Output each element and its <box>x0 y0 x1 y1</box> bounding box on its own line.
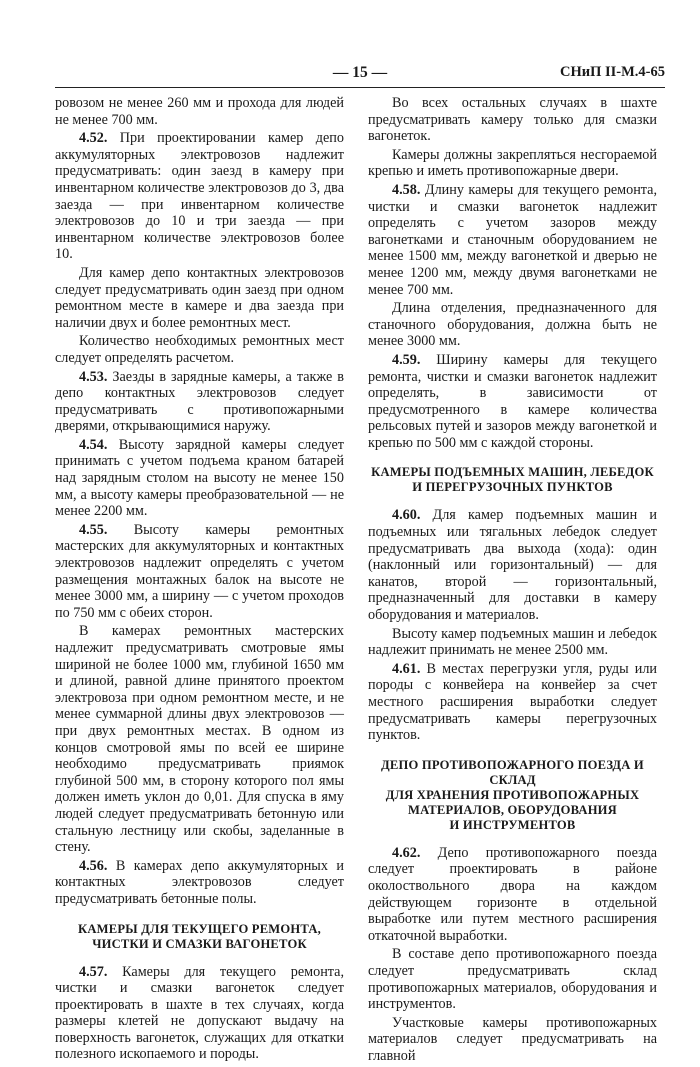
clause-text: Длину камеры для текущего ремонта, чистки и смазки вагонеток надлежит определять с учетом зазоров между вагонетками и станочным оборудованием не менее 1500 мм, между вагонеткой и дверью не менее 1200 мм, между двумя вагонетками не менее 700 мм. <box>368 181 658 298</box>
paragraph-4-60 <box>368 507 657 623</box>
clause-number: 4.53. <box>79 368 108 385</box>
paragraph: Участковые камеры противопожарных материалов следует предусматривать на главной <box>368 1014 657 1064</box>
page-number: — 15 — <box>332 64 388 81</box>
section-heading <box>368 758 657 833</box>
clause-text: Для камер подъемных машин и подъемных или тягальных лебедок следует предусматривать два выхода (хода): один (наклонный или горизонтальный) — для канатов, второй — горизонтальный, предназначенный для доставки в камеру оборудования и материалов. <box>368 507 657 624</box>
paragraph: В камерах ремонтных мастерских надлежит предусматривать смотровые ямы шириной не более 1000 мм, глубиной 1650 мм и длиной, равной длине принятого проектом электровоза при одном ремонтном месте, и не менее суммарной длины двух электровозов — при двух ремонтных местах. В одном из концов смотровой ямы по всей ее ширине необходимо предусматривать приямок глубиной 500 мм, в сторону которого пол ямы должен иметь уклон до 0,01. Для спуска в яму людей следует предусматривать бетонную или стальную лестницу или скобы, заделанные в стену. <box>55 623 344 856</box>
paragraph-4-54 <box>55 437 344 520</box>
clause-text: Высоту зарядной камеры следует принимать с учетом подъема краном батарей над зарядным столом на высоту не менее 150 мм, а высоту камеры преобразовательной — не менее 2200 мм. <box>55 436 344 520</box>
section-heading <box>55 922 344 952</box>
clause-text: В камерах депо аккумуляторных и контактных электровозов следует предусматривать бетонные полы. <box>55 857 344 907</box>
clause-text: При проектировании камер депо аккумуляторных электровозов надлежит предусматривать: один заезд в камеру при инвентарном количестве электровозов до 3, два заезда — при инвентарном количестве электровозов до 10 и три заезда — при инвентарном количестве электровозов более 10. <box>55 130 344 263</box>
header-divider <box>55 87 665 88</box>
heading-line: ДЕПО ПРОТИВОПОЖАРНОГО ПОЕЗДА И СКЛАД <box>381 757 644 787</box>
clause-number: 4.59. <box>392 351 421 368</box>
clause-number: 4.58. <box>392 181 421 198</box>
heading-line: МАТЕРИАЛОВ, ОБОРУДОВАНИЯ <box>408 802 617 817</box>
paragraph: Для камер депо контактных электровозов следует предусматривать один заезд при одном ремонтном месте в камере и два заезда при наличии двух и более ремонтных мест. <box>55 264 344 331</box>
section-heading <box>368 465 657 495</box>
heading-line: И ПЕРЕГРУЗОЧНЫХ ПУНКТОВ <box>412 480 613 495</box>
clause-text: Ширину камеры для текущего ремонта, чистки и смазки вагонеток надлежит определять, в зависимости от предусмотренного в камере количества рельсовых путей и зазоров между вагонеткой и крепью по 500 мм с каждой стороны. <box>368 351 658 451</box>
paragraph: Высоту камер подъемных машин и лебедок надлежит принимать не менее 2500 мм. <box>368 625 657 659</box>
heading-line: И ИНСТРУМЕНТОВ <box>449 817 576 832</box>
heading-line: КАМЕРЫ ДЛЯ ТЕКУЩЕГО РЕМОНТА, <box>78 921 321 936</box>
heading-line: КАМЕРЫ ПОДЪЕМНЫХ МАШИН, ЛЕБЕДОК <box>371 465 654 480</box>
paragraph-4-56 <box>55 858 344 908</box>
clause-number: 4.55. <box>79 521 108 538</box>
paragraph: В составе депо противопожарного поезда следует предусматривать склад противопожарных материалов, оборудования и инструментов. <box>368 946 657 1013</box>
paragraph-4-52 <box>55 130 344 263</box>
clause-text: В местах перегрузки угля, руды или породы с конвейера на конвейер за счет местного расширения выработки следует предусматривать камеры перегрузочных пунктов. <box>368 660 658 744</box>
paragraph-4-57 <box>55 964 344 1064</box>
heading-line: ЧИСТКИ И СМАЗКИ ВАГОНЕТОК <box>92 936 307 951</box>
paragraph: Камеры должны закрепляться несгораемой крепью и иметь противопожарные двери. <box>368 146 657 180</box>
clause-number: 4.62. <box>392 844 421 861</box>
paragraph-4-59 <box>368 352 657 452</box>
clause-text: Высоту камеры ремонтных мастерских для аккумуляторных и контактных электровозов надлежит определять с учетом размещения монтажных балок на высоте не менее 3000 мм, а ширину — с учетом проходов по 750 мм с обеих сторон. <box>55 521 345 621</box>
paragraph-4-62 <box>368 845 657 945</box>
clause-number: 4.54. <box>79 436 108 453</box>
clause-text: Заезды в зарядные камеры, а также в депо контактных электровозов следует предусматривать с противопожарными дверями, открывающимися наружу. <box>55 368 344 435</box>
paragraph: Длина отделения, предназначенного для станочного оборудования, должна быть не менее 3000 мм. <box>368 300 657 350</box>
left-column <box>55 95 344 1065</box>
clause-number: 4.61. <box>392 660 421 677</box>
heading-line: ДЛЯ ХРАНЕНИЯ ПРОТИВОПОЖАРНЫХ <box>385 787 640 802</box>
paragraph-4-53 <box>55 369 344 435</box>
clause-number: 4.52. <box>79 130 108 147</box>
page-header <box>55 64 665 84</box>
right-column <box>368 95 657 1067</box>
paragraph-4-61 <box>368 661 657 744</box>
clause-number: 4.57. <box>79 963 108 980</box>
clause-number: 4.60. <box>392 507 421 524</box>
clause-text: Камеры для текущего ремонта, чистки и смазки вагонеток следует проектировать в шахте в тех случаях, когда размеры клетей не допускают выдачу на поверхность вагонеток, служащих для откатки полезного ископаемого и породы. <box>55 963 344 1063</box>
document-code: СНиП II-М.4-65 <box>559 64 665 80</box>
clause-number: 4.56. <box>79 857 108 874</box>
paragraph: Количество необходимых ремонтных мест следует определять расчетом. <box>55 333 344 366</box>
paragraph: ровозом не менее 260 мм и прохода для людей не менее 700 мм. <box>55 95 344 128</box>
clause-text: Депо противопожарного поезда следует проектировать в районе околоствольного двора на каждом действующем горизонте в отдельной выработке или путем местного расширения откаточной выработки. <box>368 844 657 944</box>
paragraph-4-55 <box>55 522 344 622</box>
paragraph: Во всех остальных случаях в шахте предусматривать камеру только для смазки вагонеток. <box>368 95 657 145</box>
paragraph-4-58 <box>368 182 657 298</box>
